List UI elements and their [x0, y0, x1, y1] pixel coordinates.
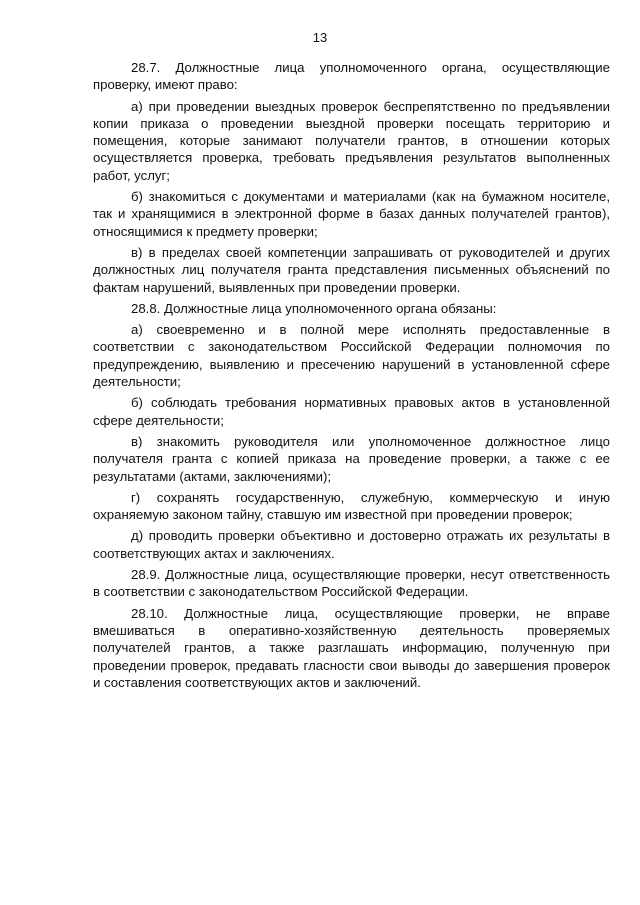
paragraph-28-8-g: г) сохранять государственную, служебную, коммерческую и иную охраняемую законом тайну, ставшую им известной при проведении проверок; — [93, 489, 610, 523]
paragraph-28-10: 28.10. Должностные лица, осуществляющие проверки, не вправе вмешиваться в оперативно-хозяйственную деятельность проверяемых получателей грантов, а также разглашать информацию, полученную при проведении проверок, предавать гласности свои выводы до завершения проверок и составления соответствующих актов и заключений. — [93, 605, 610, 690]
paragraph-28-7-v: в) в пределах своей компетенции запрашивать от руководителей и других должностных лиц получателя гранта представления письменных объяснений по фактам нарушений, выявленных при проведении проверки. — [93, 244, 610, 295]
page-number: 13 — [312, 30, 328, 45]
paragraph-28-8: 28.8. Должностные лица уполномоченного органа обязаны: — [131, 300, 497, 316]
document-body — [93, 59, 610, 695]
paragraph-28-8-b: б) соблюдать требования нормативных правовых актов в установленной сфере деятельности; — [93, 395, 610, 428]
paragraph-28-7-a: а) при проведении выездных проверок беспрепятственно по предъявлении копии приказа о проведении выездной проверки посещать территорию и помещения, которые занимают получатели грантов, в отношении которых осуществляется проверка, требовать предъявления результатов выполненных работ, услуг; — [93, 98, 610, 183]
paragraph-28-9: 28.9. Должностные лица, осуществляющие проверки, несут ответственность в соответствии с законодательством Российской Федерации. — [93, 567, 610, 600]
paragraph-28-8-d: д) проводить проверки объективно и достоверно отражать их результаты в соответствующих актах и заключениях. — [93, 528, 610, 561]
paragraph-28-8-v: в) знакомить руководителя или уполномоченное должностное лицо получателя гранта с копией приказа на проведение проверки, а также с ее результатами (актами, заключениями); — [93, 433, 610, 484]
paragraph-28-7: 28.7. Должностные лица уполномоченного органа, осуществляющие проверку, имеют право: — [93, 60, 610, 93]
paragraph-28-7-b: б) знакомиться с документами и материалами (как на бумажном носителе, так и хранящимися в электронной форме в базах данных получателей грантов), относящимися к предмету проверки; — [93, 189, 610, 239]
paragraph-28-8-a: а) своевременно и в полной мере исполнять предоставленные в соответствии с законодательством Российской Федерации полномочия по предупреждению, выявлению и пресечению нарушений в установленной сфере деятельности; — [93, 322, 610, 390]
